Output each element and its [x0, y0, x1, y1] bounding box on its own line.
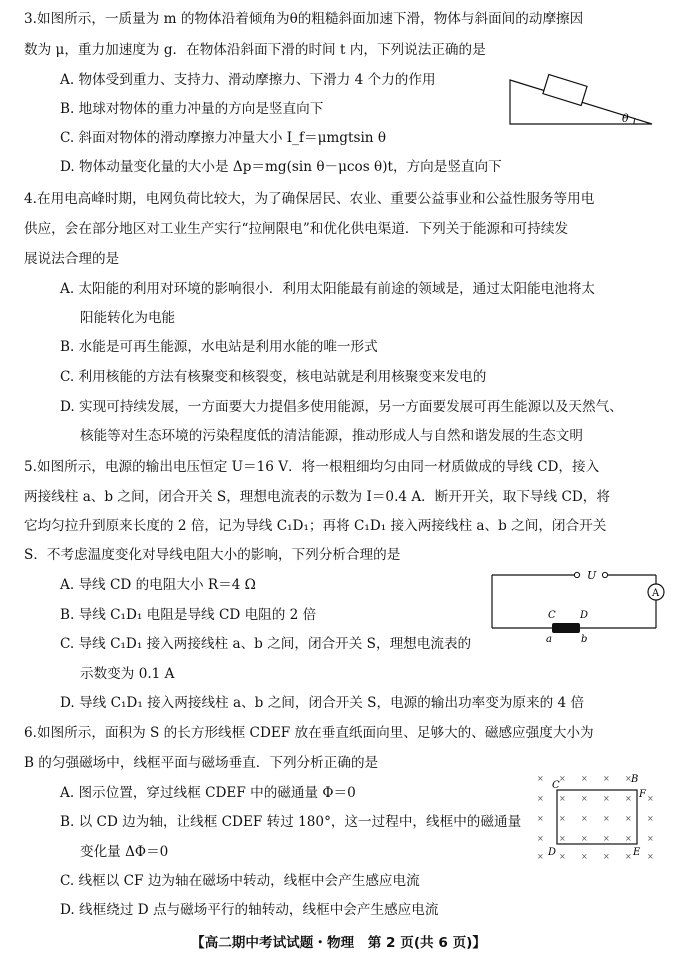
field-mark: ×	[647, 834, 654, 843]
q6-option-c: C. 线框以 CF 边为轴在磁场中转动，线框中会产生感应电流	[60, 873, 420, 889]
q6-magnetic-field-figure	[532, 768, 660, 860]
field-mark: ×	[625, 794, 632, 803]
q3-stem-line-2: 数为 μ，重力加速度为 g．在物体沿斜面下滑的时间 t 内，下列说法正确的是	[24, 42, 486, 58]
q5-option-c: C. 导线 C₁D₁ 接入两接线柱 a、b 之间，闭合开关 S，理想电流表的	[60, 636, 472, 652]
q5-option-b: B. 导线 C₁D₁ 电阻是导线 CD 电阻的 2 倍	[60, 607, 317, 623]
label-f: F	[639, 789, 646, 800]
ammeter-label: A	[652, 588, 660, 599]
q3-option-a: A. 物体受到重力、支持力、滑动摩擦力、下滑力 4 个力的作用	[60, 72, 436, 88]
field-mark: ×	[625, 834, 632, 843]
field-mark: ×	[603, 794, 610, 803]
field-mark: ×	[581, 852, 588, 860]
field-mark: ×	[537, 814, 544, 823]
field-mark: ×	[559, 814, 566, 823]
field-mark: ×	[537, 834, 544, 843]
field-mark: ×	[537, 774, 544, 783]
field-mark: ×	[603, 774, 610, 783]
q3-incline-figure	[502, 62, 662, 130]
block	[543, 75, 587, 106]
q6-stem-line-2: B 的匀强磁场中，线框平面与磁场垂直．下列分析正确的是	[24, 755, 379, 771]
q4-option-b: B. 水能是可再生能源，水电站是利用水能的唯一形式	[60, 339, 378, 355]
field-mark: ×	[559, 834, 566, 843]
field-mark: ×	[603, 852, 610, 860]
q4-stem-line-2: 供应，会在部分地区对工业生产实行“拉闸限电”和优化供电渠道．下列关于能源和可持续发	[24, 221, 569, 237]
q6-option-b: B. 以 CD 边为轴，让线框 CDEF 转过 180°，这一过程中，线框中的磁通量	[60, 814, 522, 830]
q5-stem-line-1: 5.如图所示，电源的输出电压恒定 U＝16 V．将一根粗细均匀由同一材质做成的导线 CD，接入	[24, 459, 600, 475]
page-footer: 【高二期中考试试题・物理 第 2 页(共 6 页)】	[191, 935, 486, 951]
terminal-left	[574, 572, 579, 577]
q5-stem-line-4: S．不考虑温度变化对导线电阻大小的影响，下列分析合理的是	[24, 547, 401, 563]
label-d: D	[548, 847, 557, 858]
terminal-right	[602, 572, 607, 577]
field-mark: ×	[537, 852, 544, 860]
field-mark: ×	[559, 774, 566, 783]
field-mark: ×	[581, 834, 588, 843]
q6-option-b-cont: 变化量 ΔΦ＝0	[80, 844, 169, 860]
q5-stem-line-3: 它均匀拉升到原来长度的 2 倍，记为导线 C₁D₁；再将 C₁D₁ 接入两接线柱 a、b 之间，闭合开关	[24, 518, 607, 534]
q3-option-b: B. 地球对物体的重力冲量的方向是竖直向下	[60, 101, 324, 117]
q4-option-a-cont: 阳能转化为电能	[80, 310, 176, 326]
field-mark: ×	[581, 774, 588, 783]
q4-stem-line-3: 展说法合理的是	[24, 251, 120, 267]
q6-option-d: D. 线框绕过 D 点与磁场平行的轴转动，线框中会产生感应电流	[60, 902, 439, 918]
q5-option-c-cont: 示数变为 0.1 A	[80, 666, 175, 682]
wire-cd	[552, 623, 580, 633]
label-c: C	[548, 610, 556, 621]
label-e: E	[633, 847, 641, 858]
label-b: B	[631, 774, 639, 785]
field-mark: ×	[647, 852, 654, 860]
label-b: b	[581, 634, 588, 644]
field-mark: ×	[647, 794, 654, 803]
q3-option-c: C. 斜面对物体的滑动摩擦力冲量大小 I_f＝μmgtsin θ	[60, 130, 387, 146]
q5-option-d: D. 导线 C₁D₁ 接入两接线柱 a、b 之间，闭合开关 S，电源的输出功率变为原来的 4 倍	[60, 695, 585, 711]
q4-option-d-cont: 核能等对生态环境的污染程度低的清洁能源，推动形成人与自然和谐发展的生态文明	[80, 428, 583, 444]
q5-stem-line-2: 两接线柱 a、b 之间，闭合开关 S，理想电流表的示数为 I＝0.4 A．断开开关，取下导线 CD，将	[24, 489, 610, 505]
field-mark: ×	[647, 814, 654, 823]
label-c: C	[552, 780, 560, 791]
q6-option-a: A. 图示位置，穿过线框 CDEF 中的磁通量 Φ＝0	[60, 785, 356, 801]
q3-option-d: D. 物体动量变化量的大小是 Δp＝mg(sin θ－μcos θ)t，方向是竖直向下	[60, 159, 502, 175]
field-mark: ×	[603, 814, 610, 823]
q6-stem-line-1: 6.如图所示，面积为 S 的长方形线框 CDEF 放在垂直纸面向里、足够大的、磁感应强度大小为	[24, 725, 594, 741]
q5-option-a: A. 导线 CD 的电阻大小 R＝4 Ω	[60, 577, 256, 593]
q4-option-a: A. 太阳能的利用对环境的影响很小．利用太阳能最有前途的领域是，通过太阳能电池将太	[60, 281, 596, 297]
field-mark: ×	[559, 852, 566, 860]
field-mark: ×	[559, 794, 566, 803]
label-a: a	[546, 634, 552, 644]
angle-label: θ	[622, 112, 629, 125]
q4-option-d: D. 实现可持续发展，一方面要大力提倡多使用能源，另一方面要发展可再生能源以及天然气、	[60, 399, 623, 415]
field-mark: ×	[581, 794, 588, 803]
q3-stem-line-1: 3.如图所示，一质量为 m 的物体沿着倾角为θ的粗糙斜面加速下滑，物体与斜面间的动摩擦因	[24, 11, 584, 27]
field-mark: ×	[581, 814, 588, 823]
label-d: D	[580, 610, 589, 621]
voltage-label: U	[587, 569, 597, 582]
field-mark: ×	[537, 794, 544, 803]
q4-option-c: C. 利用核能的方法有核聚变和核裂变，核电站就是利用核聚变来发电的	[60, 369, 487, 385]
q4-stem-line-1: 4.在用电高峰时期，电网负荷比较大，为了确保居民、农业、重要公益事业和公益性服务等用电	[24, 191, 595, 207]
field-mark: ×	[625, 852, 632, 860]
field-mark: ×	[625, 774, 632, 783]
field-mark: ×	[625, 814, 632, 823]
q5-circuit-figure	[488, 564, 670, 644]
field-mark: ×	[603, 834, 610, 843]
